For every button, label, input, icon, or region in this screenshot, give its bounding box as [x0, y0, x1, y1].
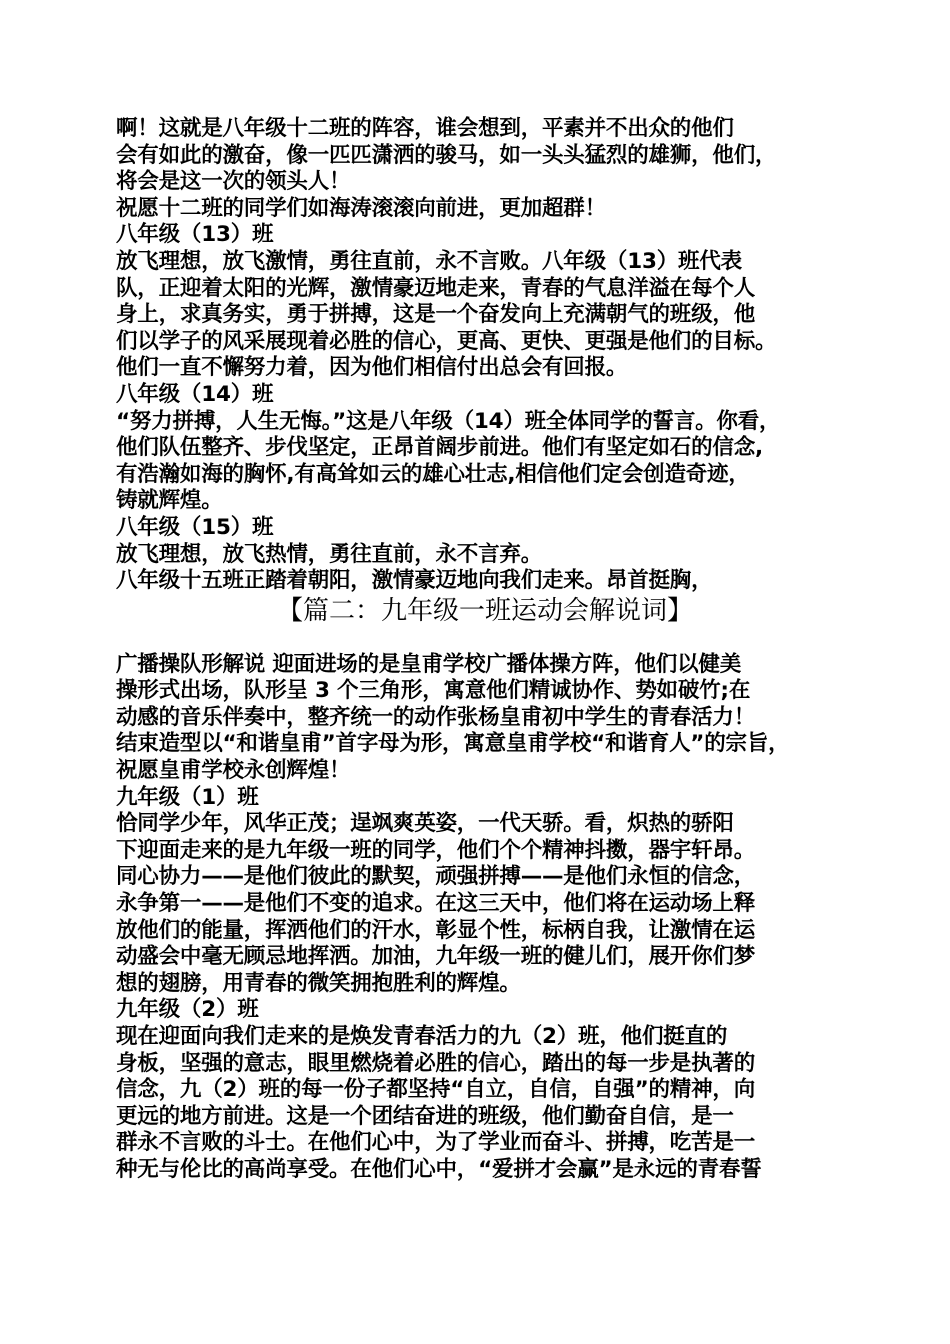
section-grade-9 [116, 652, 846, 1184]
section-heading: 【篇二：九年级一班运动会解说词】 [276, 595, 693, 626]
text-line: 放飞理想，放飞热情，勇往直前，永不言弃。 [116, 541, 543, 567]
text-line: 动盛会中毫无顾忌地挥洒。加油，九年级一班的健儿们，展开你们梦 [116, 944, 756, 970]
text-line: 有浩瀚如海的胸怀,有高耸如云的雄心壮志,相信他们定会创造奇迹， [116, 461, 750, 487]
text-line: 广播操队形解说 迎面进场的是皇甫学校广播体操方阵，他们以健美 [116, 651, 741, 677]
text-line: 结束造型以“和谐皇甫”首字母为形，寓意皇甫学校“和谐育人”的宗旨， [116, 731, 790, 757]
text-line: 他们队伍整齐、步伐坚定，正昂首阔步前进。他们有坚定如石的信念, [116, 435, 763, 461]
text-line: 更远的地方前进。这是一个团结奋进的班级，他们勤奋自信，是一 [116, 1103, 734, 1129]
text-line: 动感的音乐伴奏中，整齐统一的动作张杨皇甫初中学生的青春活力！ [116, 704, 756, 730]
text-line: 想的翅膀，用青春的微笑拥抱胜利的辉煌。 [116, 970, 521, 996]
document-body [116, 116, 846, 1184]
text-line: 队，正迎着太阳的光辉，激情豪迈地走来，青春的气息洋溢在每个人 [116, 275, 756, 301]
text-line: 啊！这就是八年级十二班的阵容，谁会想到，平素并不出众的他们 [116, 116, 734, 141]
text-line: 将会是这一次的领头人！ [116, 169, 351, 195]
text-line: 九年级（1）班 [116, 784, 259, 810]
text-line: “努力拼搏，人生无悔。”这是八年级（14）班全体同学的誓言。你看， [116, 408, 781, 434]
text-line: 永争第一——是他们不变的追求。在这三天中，他们将在运动场上释 [116, 891, 756, 917]
text-line: 他们一直不懈努力着，因为他们相信付出总会有回报。 [116, 355, 628, 381]
text-line: 祝愿十二班的同学们如海涛滚滚向前进，更加超群！ [116, 195, 606, 221]
text-line: 八年级十五班正踏着朝阳，激情豪迈地向我们走来。昂首挺胸， [116, 568, 713, 594]
text-line: 同心协力——是他们彼此的默契，顽强拼搏——是他们永恒的信念， [116, 864, 756, 890]
text-line: 八年级（14）班 [116, 381, 274, 407]
text-line: 种无与伦比的高尚享受。在他们心中，“爱拼才会赢”是永远的青春誓 [116, 1156, 762, 1182]
text-line: 信念，九（2）班的每一份子都坚持“自立，自信，自强”的精神，向 [116, 1077, 756, 1103]
text-line: 们以学子的风采展现着必胜的信心，更高、更快、更强是他们的目标。 [116, 328, 777, 354]
text-line: 现在迎面向我们走来的是焕发青春活力的九（2）班，他们挺直的 [116, 1024, 728, 1049]
text-line: 恰同学少年，风华正茂；逞飒爽英姿，一代天骄。看，炽热的骄阳 [116, 811, 734, 837]
text-line: 放飞理想，放飞激情，勇往直前，永不言败。八年级（13）班代表 [116, 248, 742, 274]
text-line: 会有如此的激奋，像一匹匹潇洒的骏马，如一头头猛烈的雄狮，他们， [116, 142, 777, 168]
text-line: 祝愿皇甫学校永创辉煌！ [116, 758, 351, 784]
text-line: 群永不言败的斗士。在他们心中，为了学业而奋斗、拼搏，吃苦是一 [116, 1130, 756, 1156]
text-line: 九年级（2）班 [116, 997, 259, 1023]
text-line: 身上，求真务实，勇于拼搏，这是一个奋发向上充满朝气的班级，他 [116, 302, 756, 328]
text-line: 八年级（13）班 [116, 222, 274, 248]
section-grade-8 [116, 116, 846, 595]
text-line: 操形式出场，队形呈 3 个三角形，寓意他们精诚协作、势如破竹;在 [116, 678, 751, 704]
text-line: 下迎面走来的是九年级一班的同学，他们个个精神抖擞，器宇轩昂。 [116, 837, 756, 863]
text-line: 放他们的能量，挥洒他们的汗水，彰显个性，标柄自我，让激情在运 [116, 917, 756, 943]
text-line: 八年级（15）班 [116, 514, 274, 540]
text-line: 铸就辉煌。 [116, 488, 223, 514]
text-line: 身板，坚强的意志，眼里燃烧着必胜的信心，踏出的每一步是执著的 [116, 1050, 756, 1076]
spacer [116, 627, 846, 652]
